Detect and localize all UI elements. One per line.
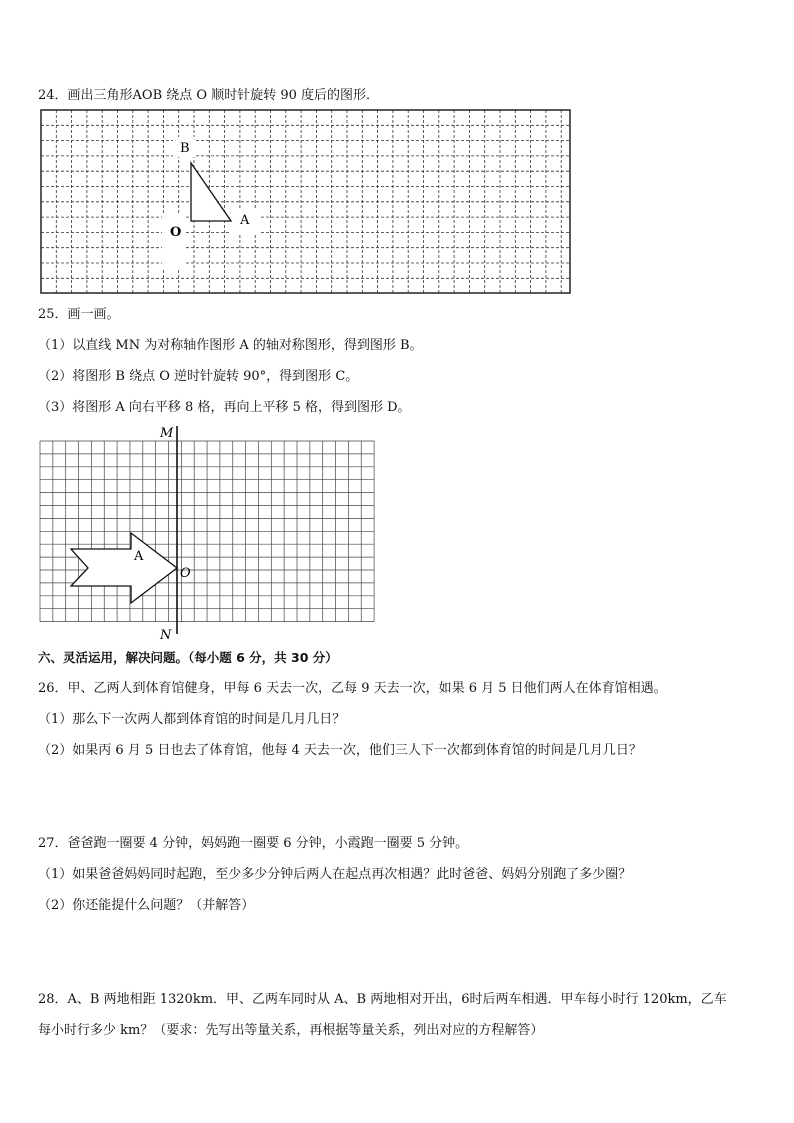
q24-label-b: B [180,141,190,156]
label-n: N [160,628,172,643]
q25-step1: （1）以直线 MN 为对称轴作图形 A 的轴对称图形，得到图形 B。 [38,338,423,353]
q24-label-bg-o [162,213,184,269]
q24-grid-figure [40,109,572,295]
q26-sub1: （1）那么下一次两人都到体育馆的时间是几月几日？ [38,712,346,727]
q25-step3: （3）将图形 A 向右平移 8 格，再向上平移 5 格，得到图形 D。 [38,400,411,415]
q27-text: 27．爸爸跑一圈要 4 分钟，妈妈跑一圈要 6 分钟，小霞跑一圈要 5 分钟。 [38,836,469,851]
section6-heading: 六、灵活运用，解决问题。（每小题 6 分，共 30 分） [38,650,338,665]
label-o: O [180,566,191,581]
figure-a [71,533,177,603]
q25-grid [40,441,374,622]
label-m: M [160,426,174,441]
q28-line1: 28．A、B 两地相距 1320km．甲、乙两车同时从 A、B 两地相对开出，6时后两车相遇．甲车每小时行 120km，乙车 [38,992,727,1007]
q28-line2: 每小时行多少 km？（要求：先写出等量关系，再根据等量关系，列出对应的方程解答） [38,1023,544,1038]
q27-sub2: （2）你还能提什么问题？（并解答） [38,898,255,913]
q26-sub2: （2）如果丙 6 月 5 日也去了体育馆，他每 4 天去一次，他们三人下一次都到体育馆的时间是几月几日？ [38,743,642,758]
q25-grid-figure [36,422,381,644]
q24-label-o: O [170,225,182,240]
q24-label-a: A [240,213,250,228]
q24-text: 24．画出三角形AOB 绕点 O 顺时针旋转 90 度后的图形． [38,88,380,103]
label-a: A [134,549,144,564]
q24-grid [41,110,570,293]
q24-grid-border [41,110,570,293]
q27-sub1: （1）如果爸爸妈妈同时起跑，至少多少分钟后两人在起点再次相遇？此时爸爸、妈妈分别跑了多少圈？ [38,867,632,882]
q25-title: 25．画一画。 [38,307,120,322]
q25-step2: （2）将图形 B 绕点 O 逆时针旋转 90°，得到图形 C。 [38,369,359,384]
q26-text: 26．甲、乙两人到体育馆健身，甲每 6 天去一次，乙每 9 天去一次，如果 6 月 5 日他们两人在体育馆相遇。 [38,681,667,696]
